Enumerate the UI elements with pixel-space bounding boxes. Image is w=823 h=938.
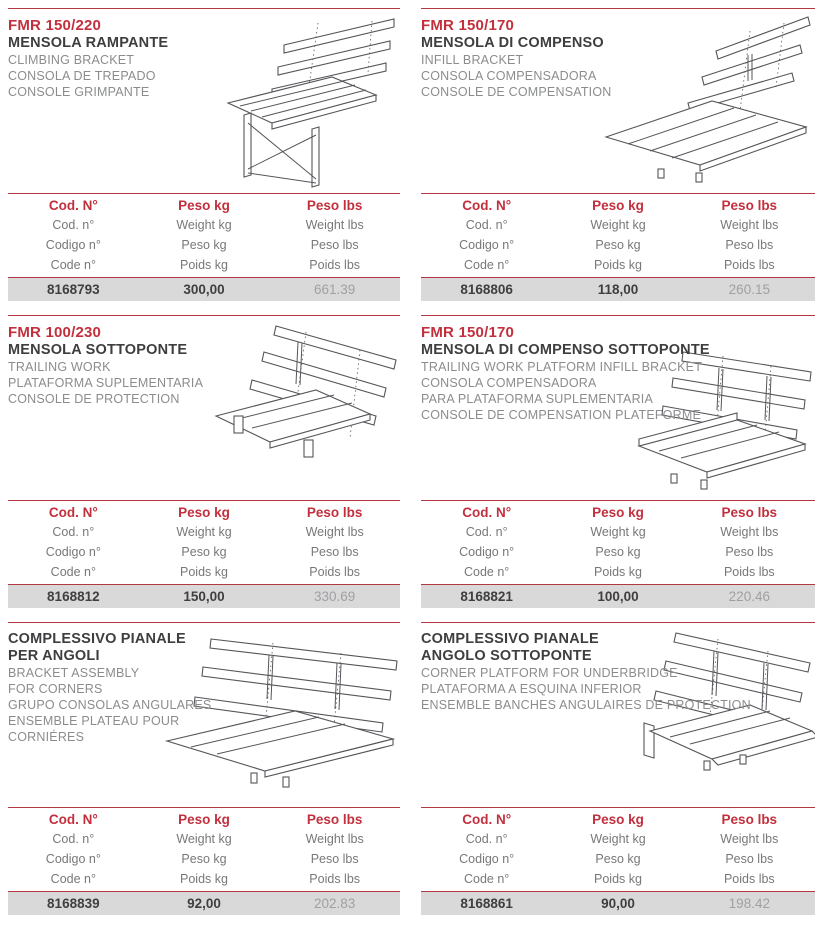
subheader: Codigo n° [459,852,515,866]
subheader: Poids kg [594,258,642,272]
col-header-lbs: Peso lbs [721,505,778,520]
subheader: Peso lbs [310,238,359,252]
col-header-cod: Cod. N° [462,505,512,520]
subheader: Cod. n° [465,525,508,539]
product-desc-line: BRACKET ASSEMBLY [8,666,140,680]
col-header-kg: Peso kg [592,812,644,827]
product-desc-line: TRAILING WORK PLATFORM INFILL BRACKET [421,360,703,374]
spec-table [8,193,400,301]
table-data-row [8,584,400,608]
value-cod-no: 8168806 [460,282,513,297]
product-title: MENSOLA DI COMPENSO SOTTOPONTE [421,342,710,358]
product-header [8,9,400,193]
value-peso-kg: 118,00 [597,282,639,297]
product-code: FMR 100/230 [8,324,102,341]
subheader: Peso lbs [725,545,774,559]
product-section-fmr-150-220 [8,8,400,301]
product-section-fmr-100-230 [8,315,400,608]
product-desc-line: PLATAFORMA A ESQUINA INFERIOR [421,682,642,696]
subheader: Peso lbs [725,238,774,252]
product-desc-line: INFILL BRACKET [421,53,524,67]
subheader: Weight kg [176,525,232,539]
product-section-fmr-150-170-sottoponte [421,315,815,608]
col-header-kg: Peso kg [178,198,230,213]
subheader: Code n° [464,565,510,579]
value-peso-lbs: 198.42 [728,896,770,911]
subheader: Codigo n° [459,238,515,252]
subheader: Weight lbs [720,218,779,232]
subheader: Weight lbs [305,832,364,846]
product-desc-line: CLIMBING BRACKET [8,53,135,67]
value-peso-lbs: 330.69 [314,589,356,604]
col-header-cod: Cod. N° [462,198,512,213]
col-header-lbs: Peso lbs [721,812,778,827]
value-cod-no: 8168793 [47,282,100,297]
subheader: Peso lbs [310,852,359,866]
subheader: Weight lbs [305,218,364,232]
value-peso-kg: 90,00 [601,896,635,911]
col-header-kg: Peso kg [178,812,230,827]
subheader: Cod. n° [465,218,508,232]
product-title: PER ANGOLI [8,648,100,664]
subheader: Poids lbs [723,565,775,579]
subheader: Peso lbs [310,545,359,559]
value-peso-kg: 150,00 [183,589,225,604]
subheader: Poids lbs [309,258,361,272]
subheader: Poids lbs [723,872,775,886]
col-header-lbs: Peso lbs [306,198,363,213]
value-cod-no: 8168812 [47,589,100,604]
col-header-lbs: Peso lbs [721,198,778,213]
subheader: Poids kg [180,565,228,579]
col-header-cod: Cod. N° [48,812,98,827]
product-desc-line: TRAILING WORK [8,360,111,374]
subheader: Codigo n° [45,852,101,866]
subheader: Weight kg [176,218,232,232]
value-peso-lbs: 202.83 [314,896,356,911]
product-desc-line: CONSOLA DE TREPADO [8,69,156,83]
value-peso-lbs: 260.15 [728,282,770,297]
subheader: Cod. n° [52,525,95,539]
subheader: Weight kg [590,832,646,846]
col-header-kg: Peso kg [592,505,644,520]
col-header-cod: Cod. N° [48,198,98,213]
subheader: Weight lbs [305,525,364,539]
subheader: Weight kg [590,525,646,539]
product-code: FMR 150/170 [421,324,515,341]
product-desc-line: CONSOLA COMPENSADORA [421,69,597,83]
product-header [421,316,815,500]
value-peso-lbs: 661.39 [314,282,356,297]
product-desc-line: GRUPO CONSOLAS ANGULARES [8,698,212,712]
product-desc-line: CORNER PLATFORM FOR UNDERBRIDGE [421,666,678,680]
col-header-cod: Cod. N° [462,812,512,827]
product-desc-line: ENSEMBLE BANCHES ANGULAIRES DE PROTECTION [421,698,751,712]
product-section-fmr-150-170-compenso [421,8,815,301]
product-desc-line: CORNIÉRES [8,730,85,744]
col-header-kg: Peso kg [178,505,230,520]
table-data-row [8,277,400,301]
value-cod-no: 8168821 [460,589,513,604]
subheader: Weight kg [590,218,646,232]
subheader: Code n° [50,872,96,886]
value-peso-kg: 300,00 [183,282,225,297]
product-desc-line: FOR CORNERS [8,682,103,696]
subheader: Codigo n° [45,545,101,559]
product-title: COMPLESSIVO PIANALE [421,631,599,647]
table-data-row [421,891,815,915]
product-header [421,623,815,807]
value-cod-no: 8168861 [460,896,513,911]
subheader: Weight lbs [720,525,779,539]
subheader: Peso kg [595,545,641,559]
spec-table [8,807,400,915]
subheader: Cod. n° [465,832,508,846]
subheader: Poids kg [594,872,642,886]
col-header-kg: Peso kg [592,198,644,213]
product-title: MENSOLA RAMPANTE [8,35,169,51]
product-desc-line: CONSOLE DE COMPENSATION [421,85,612,99]
col-header-lbs: Peso lbs [306,505,363,520]
product-desc-line: CONSOLE DE PROTECTION [8,392,180,406]
product-desc-line: ENSEMBLE PLATEAU POUR [8,714,180,728]
subheader: Peso kg [595,852,641,866]
product-header [8,623,400,807]
table-data-row [8,891,400,915]
value-peso-kg: 92,00 [187,896,221,911]
subheader: Peso kg [181,852,227,866]
value-peso-kg: 100,00 [597,589,639,604]
product-desc-line: CONSOLE DE COMPENSATION PLATEFORME [421,408,701,422]
subheader: Poids lbs [309,872,361,886]
col-header-cod: Cod. N° [48,505,98,520]
spec-table [8,500,400,608]
spec-table [421,807,815,915]
product-code: FMR 150/170 [421,17,515,34]
subheader: Peso lbs [725,852,774,866]
product-header [421,9,815,193]
subheader: Poids kg [180,258,228,272]
product-desc-line: CONSOLA COMPENSADORA [421,376,597,390]
subheader: Peso kg [595,238,641,252]
product-desc-line: PARA PLATAFORMA SUPLEMENTARIA [421,392,654,406]
value-peso-lbs: 220.46 [728,589,770,604]
subheader: Code n° [464,258,510,272]
product-code: FMR 150/220 [8,17,102,34]
product-title: COMPLESSIVO PIANALE [8,631,186,647]
subheader: Cod. n° [52,218,95,232]
product-title: MENSOLA DI COMPENSO [421,35,604,51]
product-title: ANGOLO SOTTOPONTE [421,648,592,664]
subheader: Code n° [50,258,96,272]
col-header-lbs: Peso lbs [306,812,363,827]
table-data-row [421,277,815,301]
table-data-row [421,584,815,608]
product-desc-line: PLATAFORMA SUPLEMENTARIA [8,376,204,390]
subheader: Code n° [464,872,510,886]
subheader: Codigo n° [45,238,101,252]
subheader: Peso kg [181,545,227,559]
subheader: Poids lbs [723,258,775,272]
subheader: Code n° [50,565,96,579]
product-title: MENSOLA SOTTOPONTE [8,342,188,358]
spec-table [421,193,815,301]
subheader: Cod. n° [52,832,95,846]
product-section-pianale-per-angoli [8,622,400,915]
product-desc-line: CONSOLE GRIMPANTE [8,85,150,99]
subheader: Weight kg [176,832,232,846]
subheader: Codigo n° [459,545,515,559]
product-section-pianale-angolo-sottoponte [421,622,815,915]
value-cod-no: 8168839 [47,896,100,911]
subheader: Poids lbs [309,565,361,579]
subheader: Poids kg [594,565,642,579]
subheader: Peso kg [181,238,227,252]
subheader: Poids kg [180,872,228,886]
product-header [8,316,400,500]
subheader: Weight lbs [720,832,779,846]
